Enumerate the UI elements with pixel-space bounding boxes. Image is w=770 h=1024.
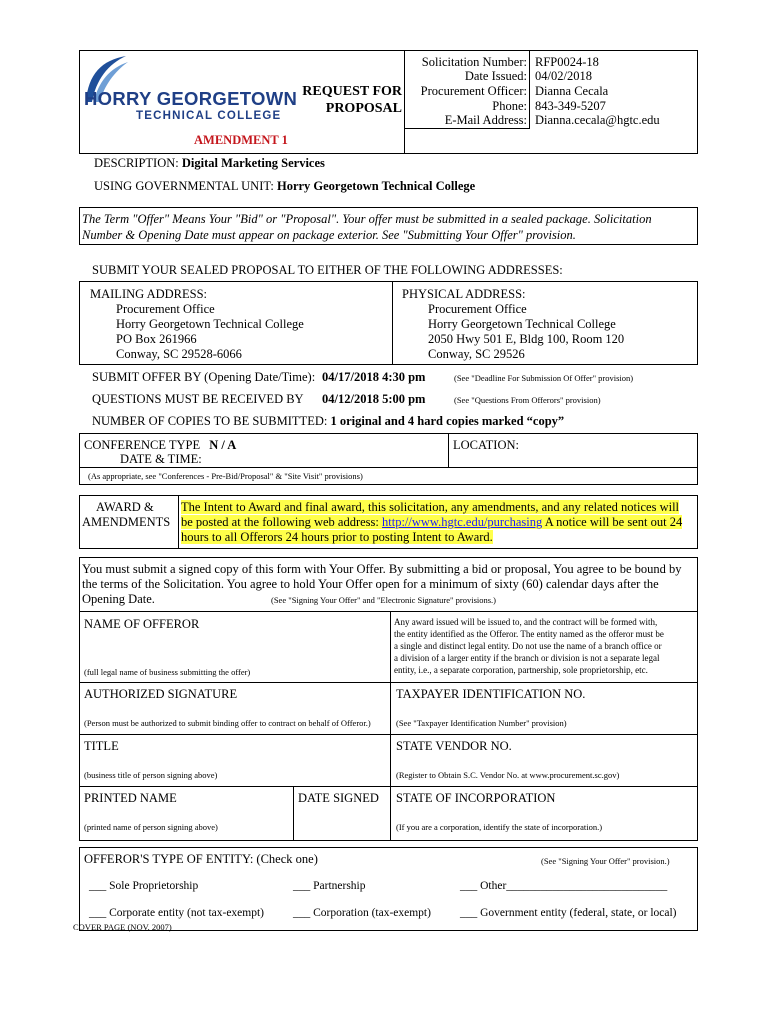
- solicitation-number-label: Solicitation Number:: [421, 55, 527, 69]
- entity-government[interactable]: ___ Government entity (federal, state, or local): [460, 907, 677, 919]
- title-line-1: REQUEST FOR: [302, 84, 402, 99]
- title-line-2: PROPOSAL: [325, 101, 402, 116]
- email-label: E-Mail Address:: [444, 113, 527, 127]
- copies-row: [92, 414, 564, 429]
- questions-value: 04/12/2018 5:00 pm: [322, 392, 426, 406]
- award-text-2-post: A notice will be sent out 24: [542, 515, 683, 529]
- copies-label: NUMBER OF COPIES TO BE SUBMITTED:: [92, 414, 328, 428]
- signing-line-1: You must submit a signed copy of this form with Your Offer. By submitting a bid or proposal, You agree to be bound by: [82, 562, 682, 576]
- logo-line-2: TECHNICAL COLLEGE: [136, 110, 282, 122]
- mailing-line-1: Procurement Office: [116, 302, 215, 316]
- entity-note: (See "Signing Your Offer" provision.): [541, 856, 670, 866]
- date-issued-label: Date Issued:: [464, 69, 527, 83]
- entity-corporation-exempt[interactable]: ___ Corporation (tax-exempt): [293, 907, 431, 919]
- solicitation-number-value: RFP0024-18: [535, 55, 599, 69]
- vendor-label: STATE VENDOR NO.: [396, 739, 512, 753]
- offeror-info-1: Any award issued will be issued to, and the contract will be formed with,: [394, 617, 658, 627]
- copies-value: 1 original and 4 hard copies marked “copy”: [330, 414, 565, 428]
- submit-heading: SUBMIT YOUR SEALED PROPOSAL TO EITHER OF THE FOLLOWING ADDRESSES:: [92, 263, 563, 277]
- procurement-officer-value: Dianna Cecala: [535, 84, 609, 98]
- address-divider: [392, 281, 393, 365]
- offeror-info-3: a single and distinct legal entity. Do not use the name of a branch office or: [394, 641, 662, 651]
- fields-row3-line: [79, 734, 698, 735]
- tin-note: (See "Taxpayer Identification Number" provision): [396, 718, 567, 728]
- entity-sole-proprietorship[interactable]: ___ Sole Proprietorship: [89, 880, 199, 892]
- conference-location-label: LOCATION:: [453, 438, 519, 452]
- award-divider: [178, 495, 179, 549]
- title-field[interactable]: [84, 754, 384, 768]
- amendment-label: AMENDMENT 1: [194, 133, 288, 147]
- incorporation-field[interactable]: [396, 806, 691, 820]
- vendor-field[interactable]: [396, 754, 691, 768]
- mailing-line-2: Horry Georgetown Technical College: [116, 317, 304, 331]
- offeror-info-2: the entity identified as the Offeror. The entity named as the offeror must be: [394, 629, 664, 639]
- conference-datetime-label: DATE & TIME:: [120, 452, 202, 466]
- offer-by-value: 04/17/2018 4:30 pm: [322, 370, 426, 384]
- entity-other[interactable]: ___ Other____________________________: [460, 880, 668, 892]
- award-text-line-2: [181, 515, 682, 530]
- physical-line-3: 2050 Hwy 501 E, Bldg 100, Room 120: [428, 332, 625, 346]
- entity-corporate-not-exempt[interactable]: ___ Corporate entity (not tax-exempt): [89, 907, 265, 919]
- solicitation-divider: [529, 50, 530, 129]
- tin-label: TAXPAYER IDENTIFICATION NO.: [396, 687, 586, 701]
- title-label: TITLE: [84, 739, 119, 753]
- incorporation-label: STATE OF INCORPORATION: [396, 791, 556, 805]
- incorporation-note: (If you are a corporation, identify the state of incorporation.): [396, 822, 603, 832]
- fields-col-divider: [390, 611, 391, 841]
- signature-note: (Person must be authorized to submit binding offer to contract on behalf of Offeror.): [84, 718, 371, 728]
- description-row: [94, 156, 325, 171]
- offeror-name-field[interactable]: [84, 633, 384, 665]
- physical-line-2: Horry Georgetown Technical College: [428, 317, 616, 331]
- conference-inner-line: [79, 467, 698, 468]
- award-text-1: The Intent to Award and final award, this solicitation, any amendments, and any related notices will: [181, 500, 680, 514]
- fields-row2-line: [79, 682, 698, 683]
- signing-note: (See "Signing Your Offer" and "Electronic Signature" provisions.): [271, 595, 497, 605]
- title-note: (business title of person signing above): [84, 770, 218, 780]
- mailing-line-4: Conway, SC 29528-6066: [116, 347, 242, 361]
- printed-name-field[interactable]: [84, 806, 289, 820]
- fields-top-line: [79, 611, 698, 612]
- phone-value: 843-349-5207: [535, 99, 606, 113]
- offeror-info-4: a division of a larger entity if the branch or division is not a separate legal: [394, 653, 660, 663]
- signing-line-3: Opening Date.: [82, 592, 155, 606]
- award-text-3: hours to all Offerors 24 hours prior to posting Intent to Award.: [181, 530, 493, 544]
- award-text-line-1: [181, 500, 679, 515]
- award-label-line-2: AMENDMENTS: [82, 515, 171, 529]
- vendor-note: (Register to Obtain S.C. Vendor No. at www.procurement.sc.gov): [396, 770, 620, 780]
- award-text-2-pre: be posted at the following web address:: [181, 515, 382, 529]
- printed-name-label: PRINTED NAME: [84, 791, 177, 805]
- conference-note: (As appropriate, see "Conferences - Pre-Bid/Proposal" & "Site Visit" provisions): [88, 471, 363, 481]
- conference-type-row: [84, 438, 236, 453]
- offer-note-line-2: Number & Opening Date must appear on package exterior. See "Submitting Your Offer" provision.: [82, 228, 576, 242]
- governmental-unit-value: Horry Georgetown Technical College: [276, 179, 476, 193]
- physical-line-4: Conway, SC 29526: [428, 347, 525, 361]
- date-col-divider: [293, 786, 294, 841]
- offer-by-label: SUBMIT OFFER BY (Opening Date/Time):: [92, 370, 316, 384]
- purchasing-link[interactable]: http://www.hgtc.edu/purchasing: [382, 515, 543, 529]
- offeror-name-note: (full legal name of business submitting the offer): [84, 667, 251, 677]
- governmental-unit-label: USING GOVERNMENTAL UNIT:: [94, 179, 274, 193]
- offer-note-line-1: The Term "Offer" Means Your "Bid" or "Proposal". Your offer must be submitted in a sealed package. Solicitation: [82, 212, 652, 226]
- phone-label: Phone:: [492, 99, 527, 113]
- offeror-name-label: NAME OF OFFEROR: [84, 617, 200, 631]
- conference-divider: [448, 433, 449, 468]
- description-value: Digital Marketing Services: [181, 156, 325, 170]
- conference-type-value: N / A: [209, 438, 237, 452]
- entity-heading: OFFEROR'S TYPE OF ENTITY: (Check one): [84, 852, 318, 866]
- date-signed-label: DATE SIGNED: [298, 791, 379, 805]
- email-value[interactable]: Dianna.cecala@hgtc.edu: [535, 113, 660, 127]
- signature-label: AUTHORIZED SIGNATURE: [84, 687, 238, 701]
- physical-line-1: Procurement Office: [428, 302, 527, 316]
- conference-type-label: CONFERENCE TYPE: [84, 438, 201, 452]
- footer-label: COVER PAGE (NOV. 2007): [73, 922, 172, 932]
- award-label-line-1: AWARD &: [96, 500, 154, 514]
- mailing-address-label: MAILING ADDRESS:: [90, 287, 208, 301]
- fields-row4-line: [79, 786, 698, 787]
- questions-note: (See "Questions From Offerors" provision): [454, 395, 601, 405]
- offeror-info-5: entity, i.e., a separate corporation, partnership, sole proprietorship, etc.: [394, 665, 648, 675]
- date-signed-field[interactable]: [298, 806, 386, 820]
- tin-field[interactable]: [396, 702, 691, 716]
- logo-line-1: HORRY GEORGETOWN: [84, 88, 298, 109]
- printed-name-note: (printed name of person signing above): [84, 822, 218, 832]
- award-text-line-3: [181, 530, 493, 545]
- mailing-line-3: PO Box 261966: [116, 332, 197, 346]
- offer-by-note: (See "Deadline For Submission Of Offer" provision): [454, 373, 634, 383]
- entity-partnership[interactable]: ___ Partnership: [293, 880, 366, 892]
- questions-label: QUESTIONS MUST BE RECEIVED BY: [92, 392, 304, 406]
- solicitation-bottom: [404, 128, 530, 129]
- date-issued-value: 04/02/2018: [535, 69, 592, 83]
- procurement-officer-label: Procurement Officer:: [420, 84, 527, 98]
- physical-address-label: PHYSICAL ADDRESS:: [402, 287, 526, 301]
- signature-field[interactable]: [84, 702, 384, 716]
- governmental-unit-row: [94, 179, 475, 194]
- signing-line-2: the terms of the Solicitation. You agree to hold Your Offer open for a minimum of sixty (60) calendar days after the: [82, 577, 659, 591]
- description-label: DESCRIPTION:: [94, 156, 179, 170]
